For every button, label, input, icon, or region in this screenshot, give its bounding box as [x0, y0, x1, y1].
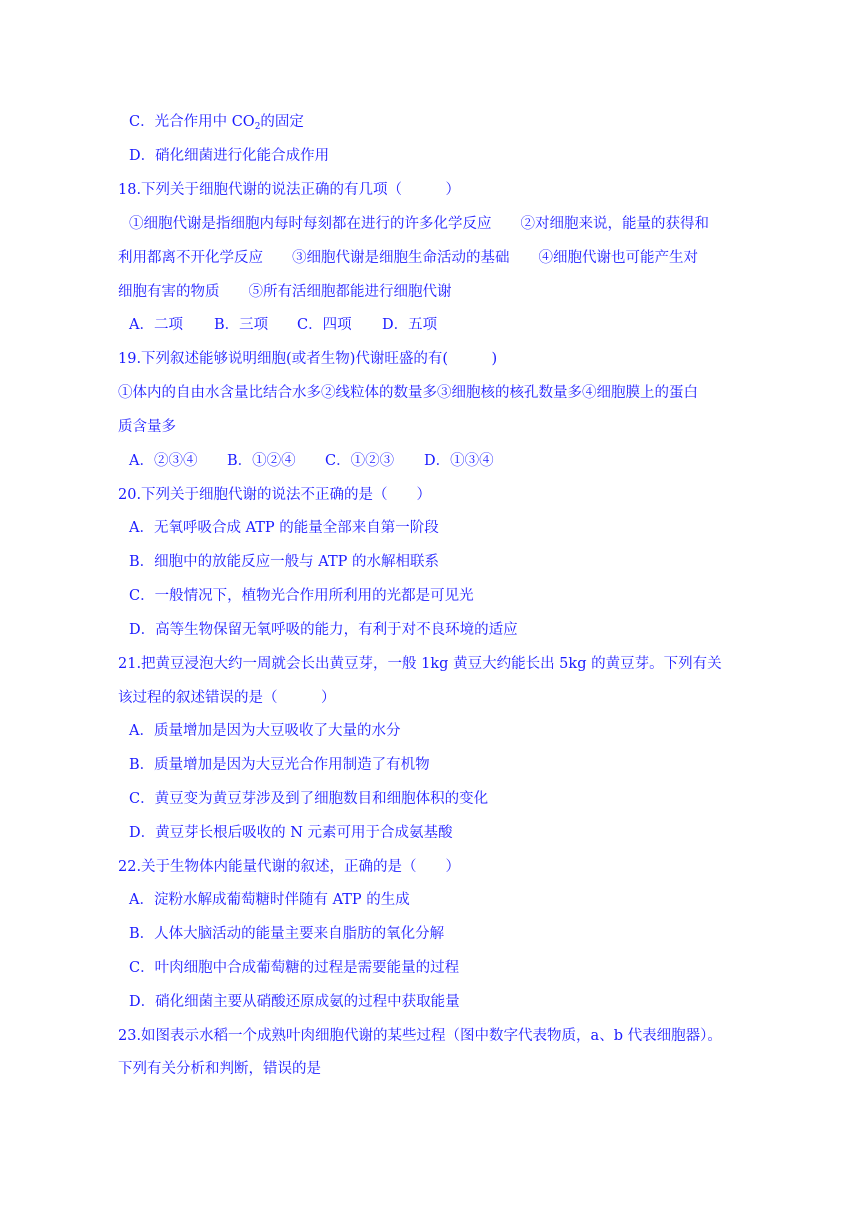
- q23-stem-continued: 下列有关分析和判断，错误的是: [118, 1061, 321, 1077]
- q21-option-b: B．质量增加是因为大豆光合作用制造了有机物: [129, 757, 430, 773]
- q21-stem: 21.把黄豆浸泡大约一周就会长出黄豆芽，一般 1kg 黄豆大约能长出 5kg 的黄豆芽。下列有关: [118, 656, 722, 672]
- q18-statement-line: 利用都离不开化学反应 ③细胞代谢是细胞生命活动的基础 ④细胞代谢也可能产生对: [118, 250, 698, 266]
- q21-option-c: C．黄豆变为黄豆芽涉及到了细胞数目和细胞体积的变化: [129, 791, 489, 807]
- q19-statement-line: 质含量多: [118, 419, 176, 435]
- q19-statement-line: ①体内的自由水含量比结合水多②线粒体的数量多③细胞核的核孔数量多④细胞膜上的蛋白: [118, 385, 698, 401]
- q22-option-c: C．叶肉细胞中合成葡萄糖的过程是需要能量的过程: [129, 960, 460, 976]
- q21-option-a: A．质量增加是因为大豆吸收了大量的水分: [129, 723, 401, 739]
- q20-option-b: B．细胞中的放能反应一般与 ATP 的水解相联系: [129, 554, 439, 570]
- q20-option-c: C．一般情况下，植物光合作用所利用的光都是可见光: [129, 588, 474, 604]
- q19-option-c: C．①②③: [325, 453, 395, 469]
- q18-statement-line: ①细胞代谢是指细胞内每时每刻都在进行的许多化学反应 ②对细胞来说，能量的获得和: [129, 216, 709, 232]
- q21-option-d: D．黄豆芽长根后吸收的 N 元素可用于合成氨基酸: [129, 825, 453, 841]
- q18-statement-line: 细胞有害的物质 ⑤所有活细胞都能进行细胞代谢: [118, 284, 452, 300]
- q19-option-b: B．①②④: [227, 453, 296, 469]
- q18-options: [129, 315, 437, 335]
- q23-stem: 23.如图表示水稻一个成熟叶肉细胞代谢的某些过程（图中数字代表物质，a、b 代表细胞器）。: [118, 1028, 722, 1044]
- q20-option-a: A．无氧呼吸合成 ATP 的能量全部来自第一阶段: [129, 520, 439, 536]
- q20-option-d: D．高等生物保留无氧呼吸的能力，有利于对不良环境的适应: [129, 622, 518, 638]
- q18-option-a: A．二项: [129, 317, 183, 333]
- q21-stem-continued: 该过程的叙述错误的是（ ）: [118, 690, 336, 706]
- q22-option-b: B．人体大脑活动的能量主要来自脂肪的氧化分解: [129, 926, 445, 942]
- q19-stem: 19.下列叙述能够说明细胞(或者生物)代谢旺盛的有( ): [118, 351, 498, 367]
- q19-option-a: A．②③④: [129, 453, 198, 469]
- q18-option-b: B．三项: [214, 317, 269, 333]
- q18-stem: 18.下列关于细胞代谢的说法正确的有几项（ ）: [118, 182, 461, 198]
- q18-option-d: D．五项: [382, 317, 438, 333]
- q20-stem: 20.下列关于细胞代谢的说法不正确的是（ ）: [118, 487, 432, 503]
- q19-options: [129, 451, 494, 471]
- q18-option-c: C．四项: [297, 317, 352, 333]
- q17-option-d: D．硝化细菌进行化能合成作用: [129, 148, 330, 164]
- q17-option-c: C．光合作用中 $CO_2$的固定: [129, 114, 304, 132]
- q19-option-d: D．①③④: [424, 453, 494, 469]
- q22-stem: 22.关于生物体内能量代谢的叙述，正确的是（ ）: [118, 859, 461, 875]
- q22-option-d: D．硝化细菌主要从硝酸还原成氨的过程中获取能量: [129, 994, 460, 1010]
- q22-option-a: A．淀粉水解成葡萄糖时伴随有 ATP 的生成: [129, 892, 410, 908]
